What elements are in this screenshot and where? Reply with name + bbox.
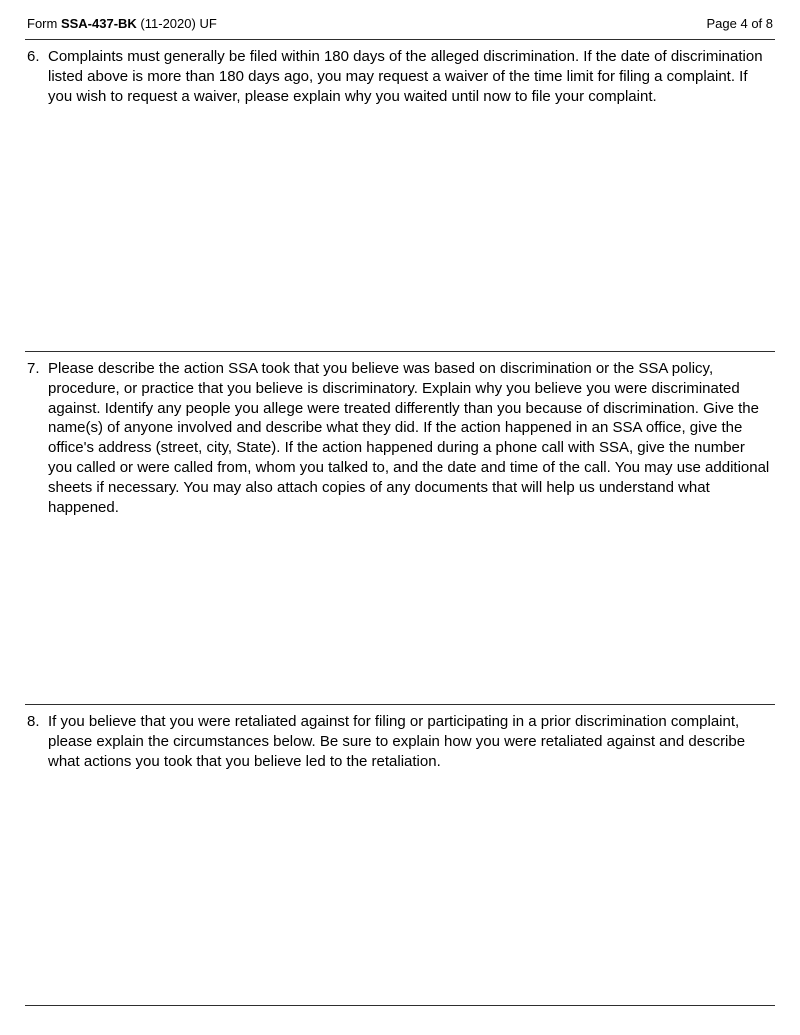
- question-8-section: [25, 704, 775, 1006]
- page-header: [25, 10, 775, 39]
- question-8: [25, 705, 775, 771]
- question-6-answer-area[interactable]: [25, 106, 775, 351]
- question-7-number: 7.: [27, 360, 40, 377]
- form-suffix: (11-2020) UF: [136, 16, 217, 31]
- question-6-number: 6.: [27, 48, 40, 65]
- form-prefix: Form: [27, 16, 61, 31]
- form-number: SSA-437-BK: [60, 16, 137, 31]
- question-6-text: Complaints must generally be filed within 180 days of the alleged discrimination. If the date of discrimination listed above is more than 180 days ago, you may request a waiver of the time limit for filing a complaint. If you wish to request a waiver, please explain why you waited until now to file your complaint.: [48, 48, 763, 105]
- question-8-number: 8.: [27, 713, 40, 730]
- question-8-text: If you believe that you were retaliated against for filing or participating in a prior discrimination complaint, please explain the circumstances below. Be sure to explain how you were retaliated against and describe what actions you took that you believe led to the retaliation.: [48, 713, 746, 770]
- page-number-label: Page 4 of 8: [706, 16, 773, 31]
- form-identifier: [27, 16, 217, 31]
- question-7-answer-area[interactable]: [25, 517, 775, 704]
- question-7-text: Please describe the action SSA took that you believe was based on discrimination or the SSA policy, procedure, or practice that you believe is discriminatory. Explain why you believe you were discriminated against. Identify any people you allege were treated differently than you because of discrimination. Give the name(s) of anyone involved and describe what they did. If the action happened in an SSA office, give the office's address (street, city, State). If the action happened during a phone call with SSA, give the number you called or were called from, whom you talked to, and the date and time of the call. You may use additional sheets if necessary. You may also attach copies of any documents that will help us understand what happened.: [48, 360, 770, 516]
- question-7: [25, 352, 775, 517]
- question-6: [25, 40, 775, 106]
- question-6-section: [25, 39, 775, 351]
- question-8-answer-area[interactable]: [25, 771, 775, 1005]
- question-7-section: [25, 351, 775, 704]
